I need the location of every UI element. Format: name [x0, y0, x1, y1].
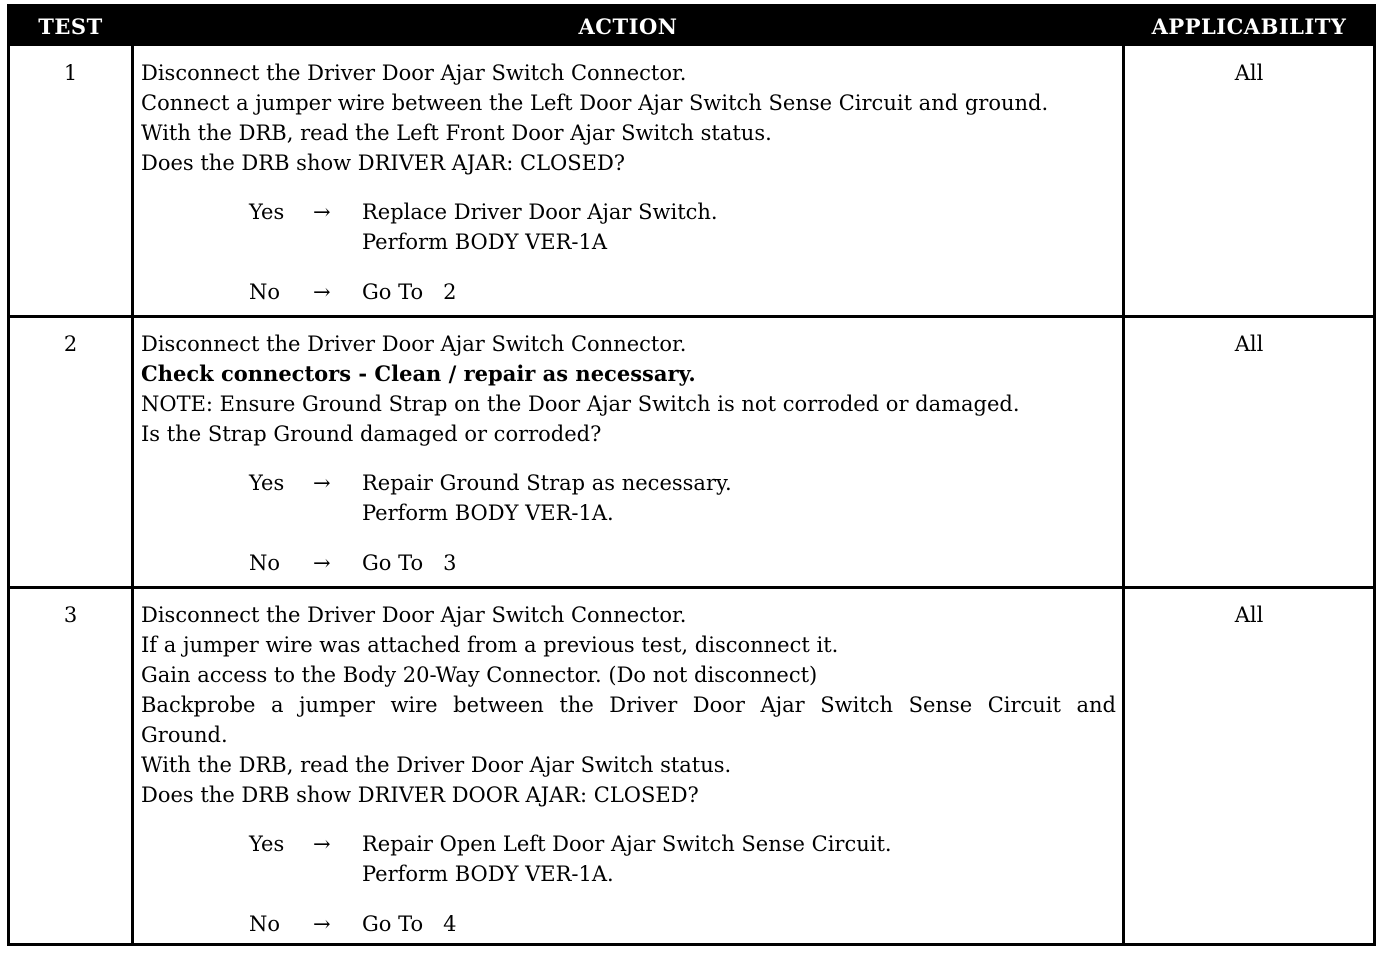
no-result: Go To 2: [362, 280, 457, 304]
yes-label: Yes: [249, 471, 285, 495]
test-number: 3: [63, 603, 78, 627]
action-cell: [141, 600, 1116, 939]
no-result: Go To 4: [362, 912, 457, 936]
arrow-right-icon: →: [313, 471, 331, 495]
table-header: [10, 7, 1373, 46]
yes-label: Yes: [249, 832, 285, 856]
action-step-continued: Ground.: [141, 723, 228, 747]
applicability-value: All: [1234, 332, 1264, 356]
row-divider: [10, 586, 1373, 589]
action-step: With the DRB, read the Left Front Door Ajar Switch status.: [141, 121, 772, 145]
applicability-value: All: [1234, 603, 1264, 627]
diagnostic-table: [7, 4, 1376, 946]
header-test: TEST: [38, 14, 103, 39]
yes-result-verify: Perform BODY VER-1A: [362, 230, 608, 254]
test-number: 2: [63, 332, 78, 356]
yes-branch-continued: [141, 227, 1116, 257]
arrow-right-icon: →: [313, 551, 331, 575]
action-step-emphasis: Check connectors - Clean / repair as necessary.: [141, 361, 696, 386]
action-step: Disconnect the Driver Door Ajar Switch Connector.: [141, 603, 687, 627]
yes-result-verify: Perform BODY VER-1A.: [362, 862, 614, 886]
action-cell: [141, 329, 1116, 578]
yes-result: Replace Driver Door Ajar Switch.: [362, 200, 718, 224]
no-label: No: [249, 912, 281, 936]
no-branch: [141, 548, 1116, 578]
action-question: Does the DRB show DRIVER AJAR: CLOSED?: [141, 151, 626, 175]
header-applicability: APPLICABILITY: [1151, 14, 1347, 39]
no-label: No: [249, 280, 281, 304]
yes-branch: [141, 468, 1116, 498]
yes-label: Yes: [249, 200, 285, 224]
action-cell: [141, 58, 1116, 307]
action-step: Backprobe a jumper wire between the Driver Door Ajar Switch Sense Circuit and: [141, 693, 1116, 717]
arrow-right-icon: →: [313, 832, 331, 856]
yes-branch: [141, 197, 1116, 227]
action-step: Gain access to the Body 20-Way Connector. (Do not disconnect): [141, 663, 818, 687]
action-step: If a jumper wire was attached from a previous test, disconnect it.: [141, 633, 839, 657]
yes-branch-continued: [141, 498, 1116, 528]
arrow-right-icon: →: [313, 280, 331, 304]
action-question: Does the DRB show DRIVER DOOR AJAR: CLOSED?: [141, 783, 699, 807]
column-divider: [1122, 46, 1125, 943]
no-branch: [141, 909, 1116, 939]
yes-branch-continued: [141, 859, 1116, 889]
action-step: Disconnect the Driver Door Ajar Switch Connector.: [141, 332, 687, 356]
no-label: No: [249, 551, 281, 575]
test-number: 1: [63, 61, 78, 85]
yes-result: Repair Ground Strap as necessary.: [362, 471, 732, 495]
header-action: ACTION: [578, 14, 678, 39]
action-step: Disconnect the Driver Door Ajar Switch Connector.: [141, 61, 687, 85]
action-question: Is the Strap Ground damaged or corroded?: [141, 422, 602, 446]
no-branch: [141, 277, 1116, 307]
yes-branch: [141, 829, 1116, 859]
no-result: Go To 3: [362, 551, 457, 575]
action-note: NOTE: Ensure Ground Strap on the Door Ajar Switch is not corroded or damaged.: [141, 392, 1020, 416]
arrow-right-icon: →: [313, 200, 331, 224]
yes-result-verify: Perform BODY VER-1A.: [362, 501, 614, 525]
applicability-value: All: [1234, 61, 1264, 85]
action-step: With the DRB, read the Driver Door Ajar Switch status.: [141, 753, 732, 777]
yes-result: Repair Open Left Door Ajar Switch Sense Circuit.: [362, 832, 892, 856]
row-divider: [10, 315, 1373, 318]
column-divider: [131, 46, 134, 943]
action-step: Connect a jumper wire between the Left Door Ajar Switch Sense Circuit and ground.: [141, 91, 1049, 115]
arrow-right-icon: →: [313, 912, 331, 936]
